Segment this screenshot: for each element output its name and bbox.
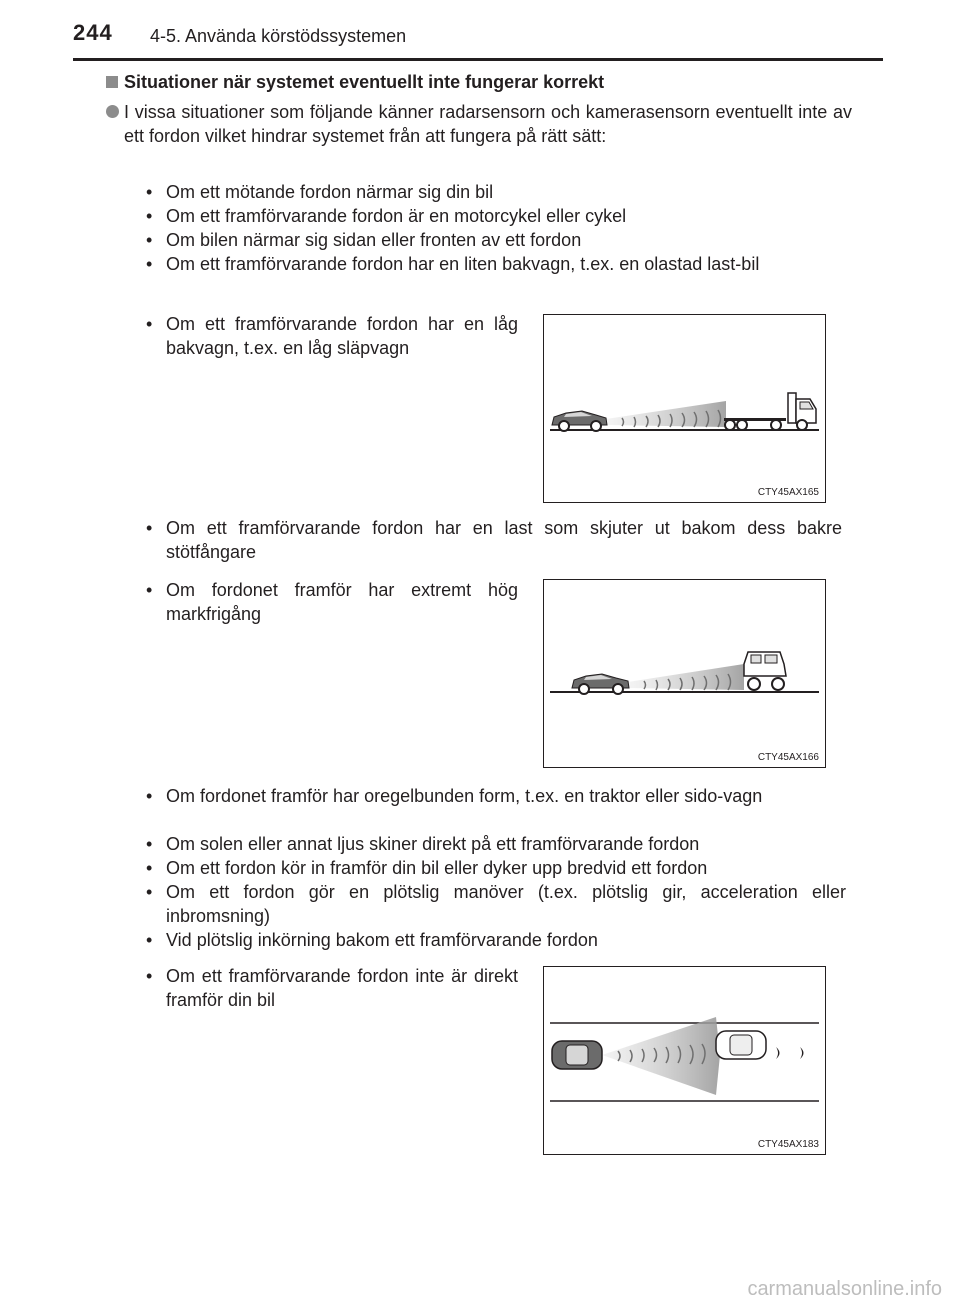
list-item	[146, 204, 846, 228]
section-heading	[106, 72, 604, 93]
chapter-title: 4-5. Använda körstödssystemen	[150, 26, 407, 46]
list-item	[146, 964, 518, 1012]
figure-high-clearance	[543, 579, 826, 768]
lead-paragraph	[124, 100, 852, 148]
list-item-text: Om ett mötande fordon närmar sig din bil	[166, 182, 494, 202]
lead-text: I vissa situationer som följande känner radarsensorn och kamerasensorn eventuellt inte av ett fordon vilket hindrar systemet från att fungera på rätt sätt:	[124, 102, 852, 146]
bullet-icon: •	[146, 786, 153, 806]
bullet-icon: •	[146, 314, 153, 334]
list-item	[146, 180, 846, 204]
list-item-text: Om ett framförvarande fordon inte är direkt framför din bil	[166, 966, 518, 1010]
bullet-icon: •	[146, 206, 153, 226]
list-item	[146, 832, 846, 856]
list-item-text: Om ett framförvarande fordon är en motorcykel eller cykel	[166, 206, 627, 226]
figure-code: CTY45AX166	[757, 752, 819, 763]
bullet-icon: •	[146, 254, 153, 274]
page-number: 244	[73, 20, 113, 45]
list-item	[146, 928, 846, 952]
circle-bullet-icon	[106, 105, 119, 118]
figure-low-trailer	[543, 314, 826, 503]
bullet-icon: •	[146, 182, 153, 202]
car-truck-low-trailer-illustration	[544, 315, 825, 502]
bullet-icon: •	[146, 882, 153, 902]
list-item-text: Om ett fordon gör en plötslig manöver (t.ex. plötslig gir, acceleration eller inbromsning)	[166, 882, 846, 926]
header-rule	[73, 58, 883, 61]
list-item	[146, 880, 846, 928]
list-item	[146, 784, 842, 808]
figure-code: CTY45AX183	[757, 1139, 819, 1150]
list-item-text: Om ett framförvarande fordon har en liten bakvagn, t.ex. en olastad last-bil	[166, 254, 760, 274]
list-item	[146, 228, 846, 252]
list-item-text: Om ett framförvarande fordon har en låg bakvagn, t.ex. en låg släpvagn	[166, 314, 518, 358]
list-item	[146, 578, 518, 626]
bullet-icon: •	[146, 580, 153, 600]
bullet-icon: •	[146, 230, 153, 250]
figure-code: CTY45AX165	[757, 487, 819, 498]
bullet-icon: •	[146, 966, 153, 986]
bullet-icon: •	[146, 858, 153, 878]
section-title: Situationer när systemet eventuellt inte fungerar korrekt	[124, 72, 605, 92]
bullet-icon: •	[146, 930, 153, 950]
list-item-text: Om ett framförvarande fordon har en last som skjuter ut bakom dess bakre stötfångare	[166, 518, 842, 562]
watermark: carmanualsonline.info	[747, 1278, 942, 1300]
list-item-text: Om bilen närmar sig sidan eller fronten av ett fordon	[166, 230, 582, 250]
bullet-icon: •	[146, 834, 153, 854]
figure-offset-vehicle	[543, 966, 826, 1155]
list-item-text: Om fordonet framför har oregelbunden form, t.ex. en traktor eller sido-vagn	[166, 786, 763, 806]
car-offset-vehicle-illustration	[544, 967, 825, 1154]
list-item-text: Om ett fordon kör in framför din bil eller dyker upp bredvid ett fordon	[166, 858, 708, 878]
list-item	[146, 252, 842, 276]
list-item-text: Om solen eller annat ljus skiner direkt på ett framförvarande fordon	[166, 834, 700, 854]
square-bullet-icon	[106, 76, 118, 88]
list-item-text: Vid plötslig inkörning bakom ett framförvarande fordon	[166, 930, 598, 950]
car-high-clearance-vehicle-illustration	[544, 580, 825, 767]
list-item	[146, 312, 518, 360]
bullet-icon: •	[146, 518, 153, 538]
list-item-text: Om fordonet framför har extremt hög markfrigång	[166, 580, 518, 624]
list-item	[146, 516, 842, 564]
list-item	[146, 856, 846, 880]
